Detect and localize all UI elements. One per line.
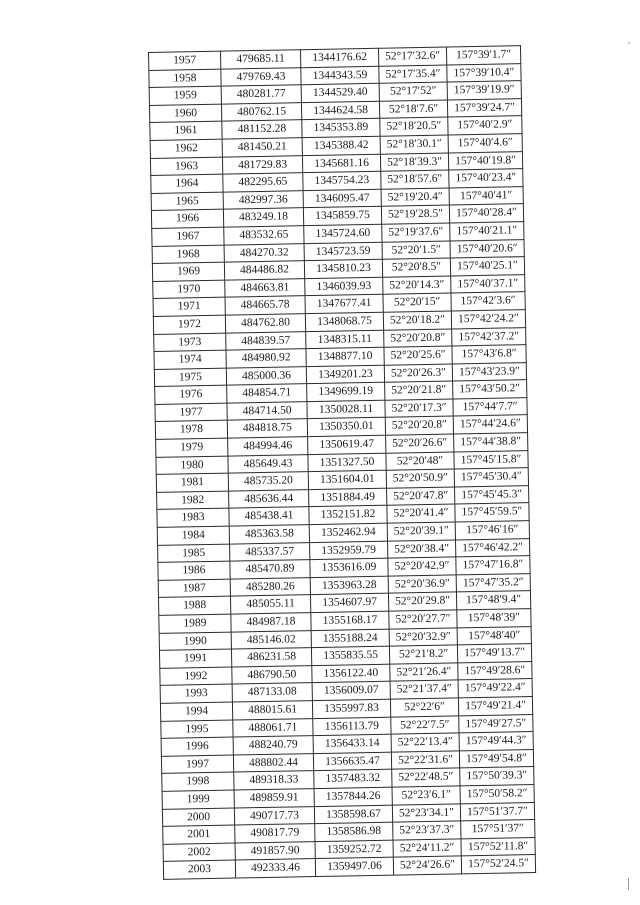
latitude-cell: 52°18′57.6″: [381, 170, 449, 189]
latitude-cell: 52°20′1.5″: [382, 241, 450, 260]
latitude-cell: 52°22′7.5″: [391, 715, 459, 734]
latitude-cell: 52°20′38.4″: [387, 540, 455, 559]
longitude-cell: 157°40′25.1″: [450, 257, 524, 276]
y-coordinate-cell: 1345754.23: [303, 171, 381, 190]
x-coordinate-cell: 482997.36: [223, 190, 303, 209]
latitude-cell: 52°17′32.6″: [378, 47, 446, 66]
point-number-cell: 1959: [149, 86, 221, 105]
y-coordinate-cell: 1346039.93: [305, 277, 383, 296]
y-coordinate-cell: 1344529.40: [301, 83, 379, 102]
longitude-cell: 157°46′16″: [455, 521, 529, 540]
longitude-cell: 157°48′39″: [457, 609, 531, 628]
x-coordinate-cell: 486790.50: [232, 665, 312, 684]
x-coordinate-cell: 485649.43: [228, 454, 308, 473]
latitude-cell: 52°20′47.8″: [387, 487, 455, 506]
x-coordinate-cell: 484839.57: [226, 331, 306, 350]
longitude-cell: 157°46′42.2″: [455, 538, 529, 557]
y-coordinate-cell: 1357483.32: [314, 769, 392, 788]
latitude-cell: 52°21′8.2″: [389, 645, 457, 664]
y-coordinate-cell: 1345810.23: [304, 259, 382, 278]
y-coordinate-cell: 1352462.94: [309, 523, 387, 542]
longitude-cell: 157°40′41″: [449, 186, 523, 205]
longitude-cell: 157°39′19.9″: [447, 81, 521, 100]
longitude-cell: 157°43′6.8″: [452, 345, 526, 364]
longitude-cell: 157°42′24.2″: [451, 310, 525, 329]
point-number-cell: 1979: [156, 438, 228, 457]
y-coordinate-cell: 1350619.47: [308, 435, 386, 454]
point-number-cell: 1988: [159, 596, 231, 615]
y-coordinate-cell: 1355835.55: [311, 646, 389, 665]
point-number-cell: 1978: [155, 421, 227, 440]
point-number-cell: 1993: [160, 684, 232, 703]
point-number-cell: 1957: [149, 51, 221, 70]
y-coordinate-cell: 1351327.50: [308, 453, 386, 472]
y-coordinate-cell: 1352151.82: [309, 506, 387, 525]
latitude-cell: 52°20′48″: [386, 452, 454, 471]
latitude-cell: 52°21′37.4″: [390, 680, 458, 699]
latitude-cell: 52°23′37.3″: [393, 821, 461, 840]
point-number-cell: 1961: [150, 122, 222, 141]
x-coordinate-cell: 481152.28: [222, 120, 302, 139]
point-number-cell: 1972: [153, 315, 225, 334]
latitude-cell: 52°20′26.6″: [386, 434, 454, 453]
point-number-cell: 1995: [161, 720, 233, 739]
y-coordinate-cell: 1356009.07: [312, 682, 390, 701]
point-number-cell: 1998: [162, 772, 234, 791]
longitude-cell: 157°45′59.5″: [455, 503, 529, 522]
latitude-cell: 52°24′26.6″: [393, 856, 461, 875]
y-coordinate-cell: 1345859.75: [303, 207, 381, 226]
point-number-cell: 1996: [161, 737, 233, 756]
latitude-cell: 52°18′39.3″: [380, 153, 448, 172]
scan-speck: [628, 42, 630, 44]
y-coordinate-cell: 1348877.10: [306, 347, 384, 366]
longitude-cell: 157°49′28.6″: [458, 661, 532, 680]
point-number-cell: 2001: [163, 825, 235, 844]
x-coordinate-cell: 487133.08: [232, 683, 312, 702]
longitude-cell: 157°45′30.4″: [454, 468, 528, 487]
latitude-cell: 52°22′48.5″: [392, 768, 460, 787]
point-number-cell: 1971: [153, 297, 225, 316]
page-edge-mark: [628, 878, 629, 890]
x-coordinate-cell: 484665.78: [225, 296, 305, 315]
point-number-cell: 1983: [157, 509, 229, 528]
y-coordinate-cell: 1359252.72: [315, 840, 393, 859]
y-coordinate-cell: 1359497.06: [315, 857, 393, 876]
latitude-cell: 52°20′41.4″: [387, 504, 455, 523]
longitude-cell: 157°40′4.6″: [448, 134, 522, 153]
x-coordinate-cell: 488061.71: [233, 718, 313, 737]
point-number-cell: 1981: [156, 473, 228, 492]
latitude-cell: 52°24′11.2″: [393, 839, 461, 858]
y-coordinate-cell: 1356635.47: [313, 752, 391, 771]
coordinates-table-body: [149, 46, 536, 880]
longitude-cell: 157°43′23.9″: [452, 362, 526, 381]
x-coordinate-cell: 483249.18: [223, 208, 303, 227]
x-coordinate-cell: 488015.61: [232, 701, 312, 720]
y-coordinate-cell: 1353616.09: [310, 558, 388, 577]
latitude-cell: 52°22′13.4″: [391, 733, 459, 752]
latitude-cell: 52°20′14.3″: [383, 276, 451, 295]
longitude-cell: 157°39′24.7″: [447, 98, 521, 117]
y-coordinate-cell: 1353963.28: [310, 576, 388, 595]
latitude-cell: 52°23′6.1″: [392, 786, 460, 805]
y-coordinate-cell: 1345388.42: [302, 136, 380, 155]
longitude-cell: 157°45′45.3″: [455, 485, 529, 504]
point-number-cell: 1963: [150, 157, 222, 176]
longitude-cell: 157°48′40″: [457, 626, 531, 645]
point-number-cell: 1958: [149, 69, 221, 88]
latitude-cell: 52°20′32.9″: [389, 628, 457, 647]
x-coordinate-cell: 479769.43: [221, 67, 301, 86]
longitude-cell: 157°51′37″: [461, 820, 535, 839]
latitude-cell: 52°22′6″: [390, 698, 458, 717]
x-coordinate-cell: 485470.89: [230, 560, 310, 579]
x-coordinate-cell: 485735.20: [228, 472, 308, 491]
point-number-cell: 2003: [163, 860, 235, 879]
longitude-cell: 157°49′21.4″: [458, 697, 532, 716]
y-coordinate-cell: 1355168.17: [311, 611, 389, 630]
x-coordinate-cell: 484854.71: [227, 384, 307, 403]
latitude-cell: 52°18′30.1″: [380, 135, 448, 154]
x-coordinate-cell: 485438.41: [229, 507, 309, 526]
point-number-cell: 1975: [154, 368, 226, 387]
latitude-cell: 52°20′8.5″: [382, 258, 450, 277]
y-coordinate-cell: 1355188.24: [311, 629, 389, 648]
x-coordinate-cell: 479685.11: [220, 50, 300, 69]
point-number-cell: 1980: [156, 456, 228, 475]
x-coordinate-cell: 492333.46: [235, 859, 315, 878]
x-coordinate-cell: 484270.32: [224, 243, 304, 262]
x-coordinate-cell: 486231.58: [231, 648, 311, 667]
x-coordinate-cell: 489318.33: [234, 771, 314, 790]
longitude-cell: 157°52′11.8″: [461, 837, 535, 856]
x-coordinate-cell: 484663.81: [225, 278, 305, 297]
latitude-cell: 52°18′20.5″: [380, 117, 448, 136]
x-coordinate-cell: 491857.90: [235, 841, 315, 860]
point-number-cell: 1970: [153, 280, 225, 299]
longitude-cell: 157°47′35.2″: [456, 573, 530, 592]
y-coordinate-cell: 1349201.23: [306, 365, 384, 384]
point-number-cell: 1977: [155, 403, 227, 422]
longitude-cell: 157°52′24.5″: [461, 855, 535, 874]
point-number-cell: 1967: [152, 227, 224, 246]
latitude-cell: 52°19′20.4″: [381, 188, 449, 207]
longitude-cell: 157°49′27.5″: [459, 714, 533, 733]
longitude-cell: 157°40′20.6″: [450, 239, 524, 258]
latitude-cell: 52°21′26.4″: [390, 663, 458, 682]
point-number-cell: 1973: [154, 333, 226, 352]
latitude-cell: 52°20′20.8″: [385, 416, 453, 435]
y-coordinate-cell: 1354607.97: [310, 594, 388, 613]
x-coordinate-cell: 488240.79: [233, 736, 313, 755]
x-coordinate-cell: 485000.36: [226, 366, 306, 385]
longitude-cell: 157°40′2.9″: [448, 116, 522, 135]
x-coordinate-cell: 481729.83: [222, 155, 302, 174]
longitude-cell: 157°48′9.4″: [456, 591, 530, 610]
y-coordinate-cell: 1356122.40: [312, 664, 390, 683]
x-coordinate-cell: 490817.79: [235, 824, 315, 843]
y-coordinate-cell: 1357844.26: [314, 787, 392, 806]
latitude-cell: 52°20′50.9″: [386, 469, 454, 488]
longitude-cell: 157°50′39.3″: [460, 767, 534, 786]
y-coordinate-cell: 1358598.67: [314, 805, 392, 824]
y-coordinate-cell: 1348315.11: [306, 330, 384, 349]
x-coordinate-cell: 485280.26: [230, 577, 310, 596]
point-number-cell: 1985: [158, 544, 230, 563]
x-coordinate-cell: 484818.75: [227, 419, 307, 438]
point-number-cell: 1974: [154, 350, 226, 369]
latitude-cell: 52°20′29.8″: [388, 592, 456, 611]
latitude-cell: 52°19′37.6″: [382, 223, 450, 242]
longitude-cell: 157°44′24.6″: [453, 415, 527, 434]
x-coordinate-cell: 484987.18: [231, 613, 311, 632]
latitude-cell: 52°20′27.7″: [389, 610, 457, 629]
latitude-cell: 52°23′34.1″: [392, 803, 460, 822]
latitude-cell: 52°17′35.4″: [379, 65, 447, 84]
x-coordinate-cell: 484994.46: [228, 437, 308, 456]
longitude-cell: 157°39′1.7″: [446, 46, 520, 65]
point-number-cell: 1968: [152, 245, 224, 264]
y-coordinate-cell: 1356113.79: [313, 717, 391, 736]
x-coordinate-cell: 490717.73: [234, 806, 314, 825]
x-coordinate-cell: 484980.92: [226, 349, 306, 368]
latitude-cell: 52°20′17.3″: [385, 399, 453, 418]
point-number-cell: 1976: [155, 385, 227, 404]
point-number-cell: 1969: [152, 262, 224, 281]
point-number-cell: 1990: [159, 632, 231, 651]
longitude-cell: 157°40′19.8″: [448, 151, 522, 170]
y-coordinate-cell: 1351604.01: [308, 470, 386, 489]
y-coordinate-cell: 1350350.01: [307, 418, 385, 437]
y-coordinate-cell: 1345723.59: [304, 242, 382, 261]
point-number-cell: 1992: [160, 667, 232, 686]
latitude-cell: 52°20′26.3″: [384, 364, 452, 383]
latitude-cell: 52°20′18.2″: [383, 311, 451, 330]
y-coordinate-cell: 1348068.75: [305, 312, 383, 331]
latitude-cell: 52°20′36.9″: [388, 575, 456, 594]
y-coordinate-cell: 1355997.83: [312, 699, 390, 718]
x-coordinate-cell: 483532.65: [224, 226, 304, 245]
point-number-cell: 1960: [149, 104, 221, 123]
x-coordinate-cell: 482295.65: [223, 173, 303, 192]
point-number-cell: 1991: [159, 649, 231, 668]
coordinates-table: [148, 45, 536, 880]
point-number-cell: 2002: [163, 843, 235, 862]
x-coordinate-cell: 481450.21: [222, 138, 302, 157]
longitude-cell: 157°47′16.8″: [456, 556, 530, 575]
longitude-cell: 157°49′13.7″: [457, 644, 531, 663]
y-coordinate-cell: 1350028.11: [307, 400, 385, 419]
longitude-cell: 157°39′10.4″: [447, 63, 521, 82]
longitude-cell: 157°49′44.3″: [459, 732, 533, 751]
longitude-cell: 157°40′28.4″: [449, 204, 523, 223]
point-number-cell: 1999: [162, 790, 234, 809]
point-number-cell: 1984: [157, 526, 229, 545]
latitude-cell: 52°22′31.6″: [391, 751, 459, 770]
x-coordinate-cell: 488802.44: [233, 753, 313, 772]
y-coordinate-cell: 1349699.19: [307, 383, 385, 402]
longitude-cell: 157°42′37.2″: [452, 327, 526, 346]
point-number-cell: 1982: [157, 491, 229, 510]
x-coordinate-cell: 480762.15: [221, 102, 301, 121]
x-coordinate-cell: 480281.77: [221, 85, 301, 104]
latitude-cell: 52°20′20.8″: [384, 328, 452, 347]
x-coordinate-cell: 485363.58: [229, 525, 309, 544]
longitude-cell: 157°40′21.1″: [450, 222, 524, 241]
latitude-cell: 52°20′21.8″: [385, 381, 453, 400]
longitude-cell: 157°44′38.8″: [454, 433, 528, 452]
point-number-cell: 1989: [159, 614, 231, 633]
y-coordinate-cell: 1345681.16: [302, 154, 380, 173]
x-coordinate-cell: 485337.57: [230, 542, 310, 561]
longitude-cell: 157°45′15.8″: [454, 450, 528, 469]
y-coordinate-cell: 1352959.79: [310, 541, 388, 560]
x-coordinate-cell: 485055.11: [230, 595, 310, 614]
longitude-cell: 157°40′37.1″: [451, 274, 525, 293]
longitude-cell: 157°51′37.7″: [460, 802, 534, 821]
x-coordinate-cell: 484714.50: [227, 402, 307, 421]
y-coordinate-cell: 1345353.89: [302, 119, 380, 138]
y-coordinate-cell: 1344343.59: [301, 66, 379, 85]
point-number-cell: 1965: [151, 192, 223, 211]
x-coordinate-cell: 485146.02: [231, 630, 311, 649]
y-coordinate-cell: 1344176.62: [300, 48, 378, 67]
y-coordinate-cell: 1347677.41: [305, 295, 383, 314]
point-number-cell: 1994: [160, 702, 232, 721]
y-coordinate-cell: 1346095.47: [303, 189, 381, 208]
point-number-cell: 1997: [161, 755, 233, 774]
x-coordinate-cell: 489859.91: [234, 789, 314, 808]
latitude-cell: 52°20′25.6″: [384, 346, 452, 365]
point-number-cell: 1964: [151, 174, 223, 193]
longitude-cell: 157°49′22.4″: [458, 679, 532, 698]
x-coordinate-cell: 484762.80: [225, 314, 305, 333]
longitude-cell: 157°43′50.2″: [453, 380, 527, 399]
y-coordinate-cell: 1351884.49: [309, 488, 387, 507]
longitude-cell: 157°40′23.4″: [449, 169, 523, 188]
point-number-cell: 2000: [162, 808, 234, 827]
latitude-cell: 52°18′7.6″: [379, 100, 447, 119]
point-number-cell: 1986: [158, 561, 230, 580]
latitude-cell: 52°19′28.5″: [381, 205, 449, 224]
longitude-cell: 157°49′54.8″: [459, 749, 533, 768]
y-coordinate-cell: 1345724.60: [304, 224, 382, 243]
y-coordinate-cell: 1356433.14: [313, 734, 391, 753]
point-number-cell: 1962: [150, 139, 222, 158]
y-coordinate-cell: 1358586.98: [315, 822, 393, 841]
y-coordinate-cell: 1344624.58: [301, 101, 379, 120]
latitude-cell: 52°20′15″: [383, 293, 451, 312]
x-coordinate-cell: 484486.82: [224, 261, 304, 280]
latitude-cell: 52°17′52″: [379, 82, 447, 101]
longitude-cell: 157°50′58.2″: [460, 784, 534, 803]
point-number-cell: 1966: [151, 209, 223, 228]
coordinates-table-wrapper: [148, 45, 535, 880]
x-coordinate-cell: 485636.44: [229, 489, 309, 508]
latitude-cell: 52°20′39.1″: [387, 522, 455, 541]
longitude-cell: 157°42′3.6″: [451, 292, 525, 311]
point-number-cell: 1987: [158, 579, 230, 598]
longitude-cell: 157°44′7.7″: [453, 397, 527, 416]
latitude-cell: 52°20′42.9″: [388, 557, 456, 576]
